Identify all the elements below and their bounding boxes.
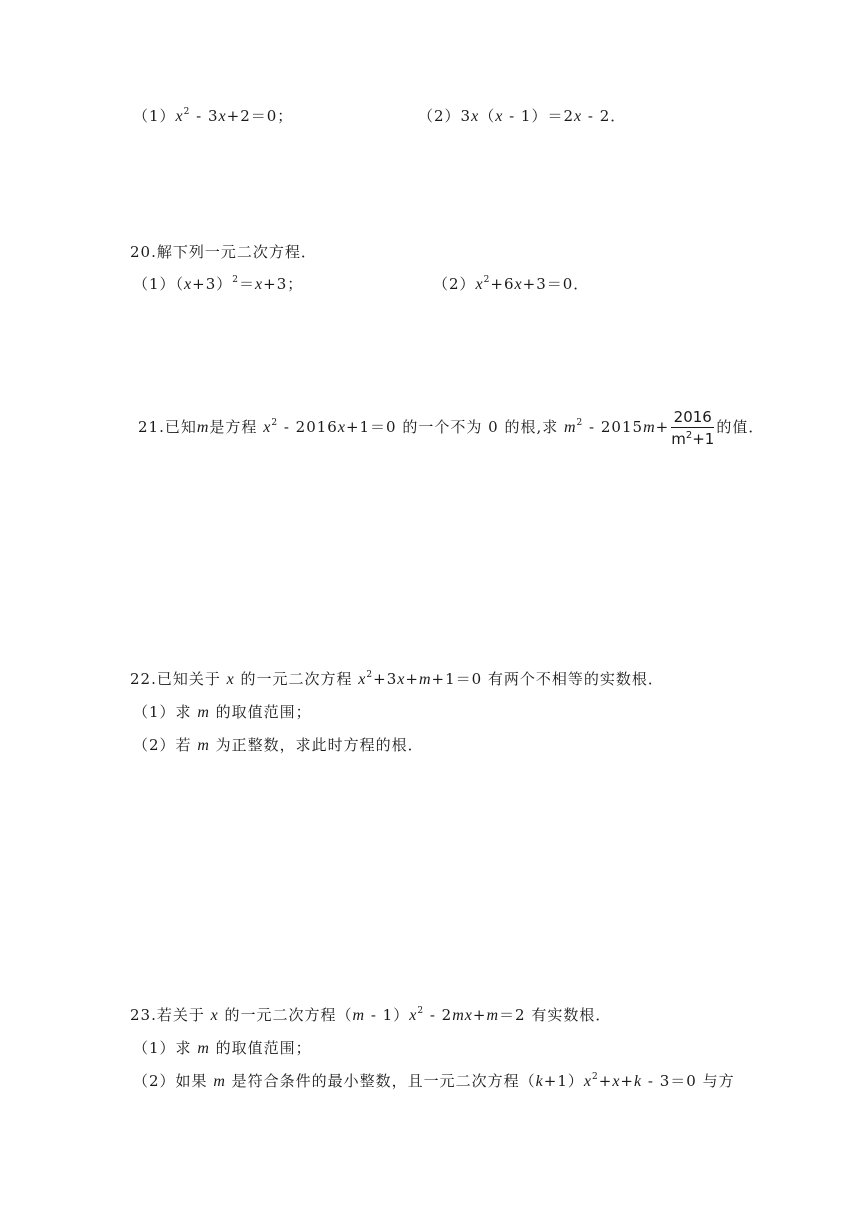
q21-statement: 21.已知m是方程 $x^2 - 2016x+1=0$ 的一个不为 0 的根,求 $m^2 - 2015m+$ $\frac{2016}{m^2+1}$ 的值． (138, 408, 765, 448)
fraction-numerator: 2016 (671, 408, 714, 428)
q19-part2: （2）3x（x - 1）＝2x - 2． (418, 107, 627, 125)
q22-statement: 22.已知关于 x 的一元二次方程 $x^2+3x+m+1=0$ 有两个不相等的实数根． (130, 670, 664, 688)
q20-title: 20.解下列一元二次方程． (130, 243, 317, 261)
fraction (671, 408, 714, 448)
q19-part1: $(1)x^2 - 3x+2=0$； (133, 107, 294, 125)
q20-part2: $(2)x^2+6x+3=0$． (433, 275, 590, 293)
q22-part1: （1）求 m 的取值范围； (133, 703, 312, 721)
q23-statement: 23.若关于 x 的一元二次方程$(m - 1)x^2 - 2mx+m=2$ 有实数根． (130, 1006, 612, 1024)
q22-part2: （2）若 m 为正整数，求此时方程的根． (133, 736, 424, 754)
q20-part1: $(1)(x+3)^2=x+3$； (133, 275, 304, 293)
fraction-denominator: $m^2+1$ (671, 430, 715, 448)
q23-part1: （1）求 m 的取值范围； (133, 1039, 312, 1057)
q23-part2: （2）如果 m 是符合条件的最小整数，且一元二次方程$(k+1)x^2+x+k - 3=0$ 与方 (133, 1072, 735, 1090)
